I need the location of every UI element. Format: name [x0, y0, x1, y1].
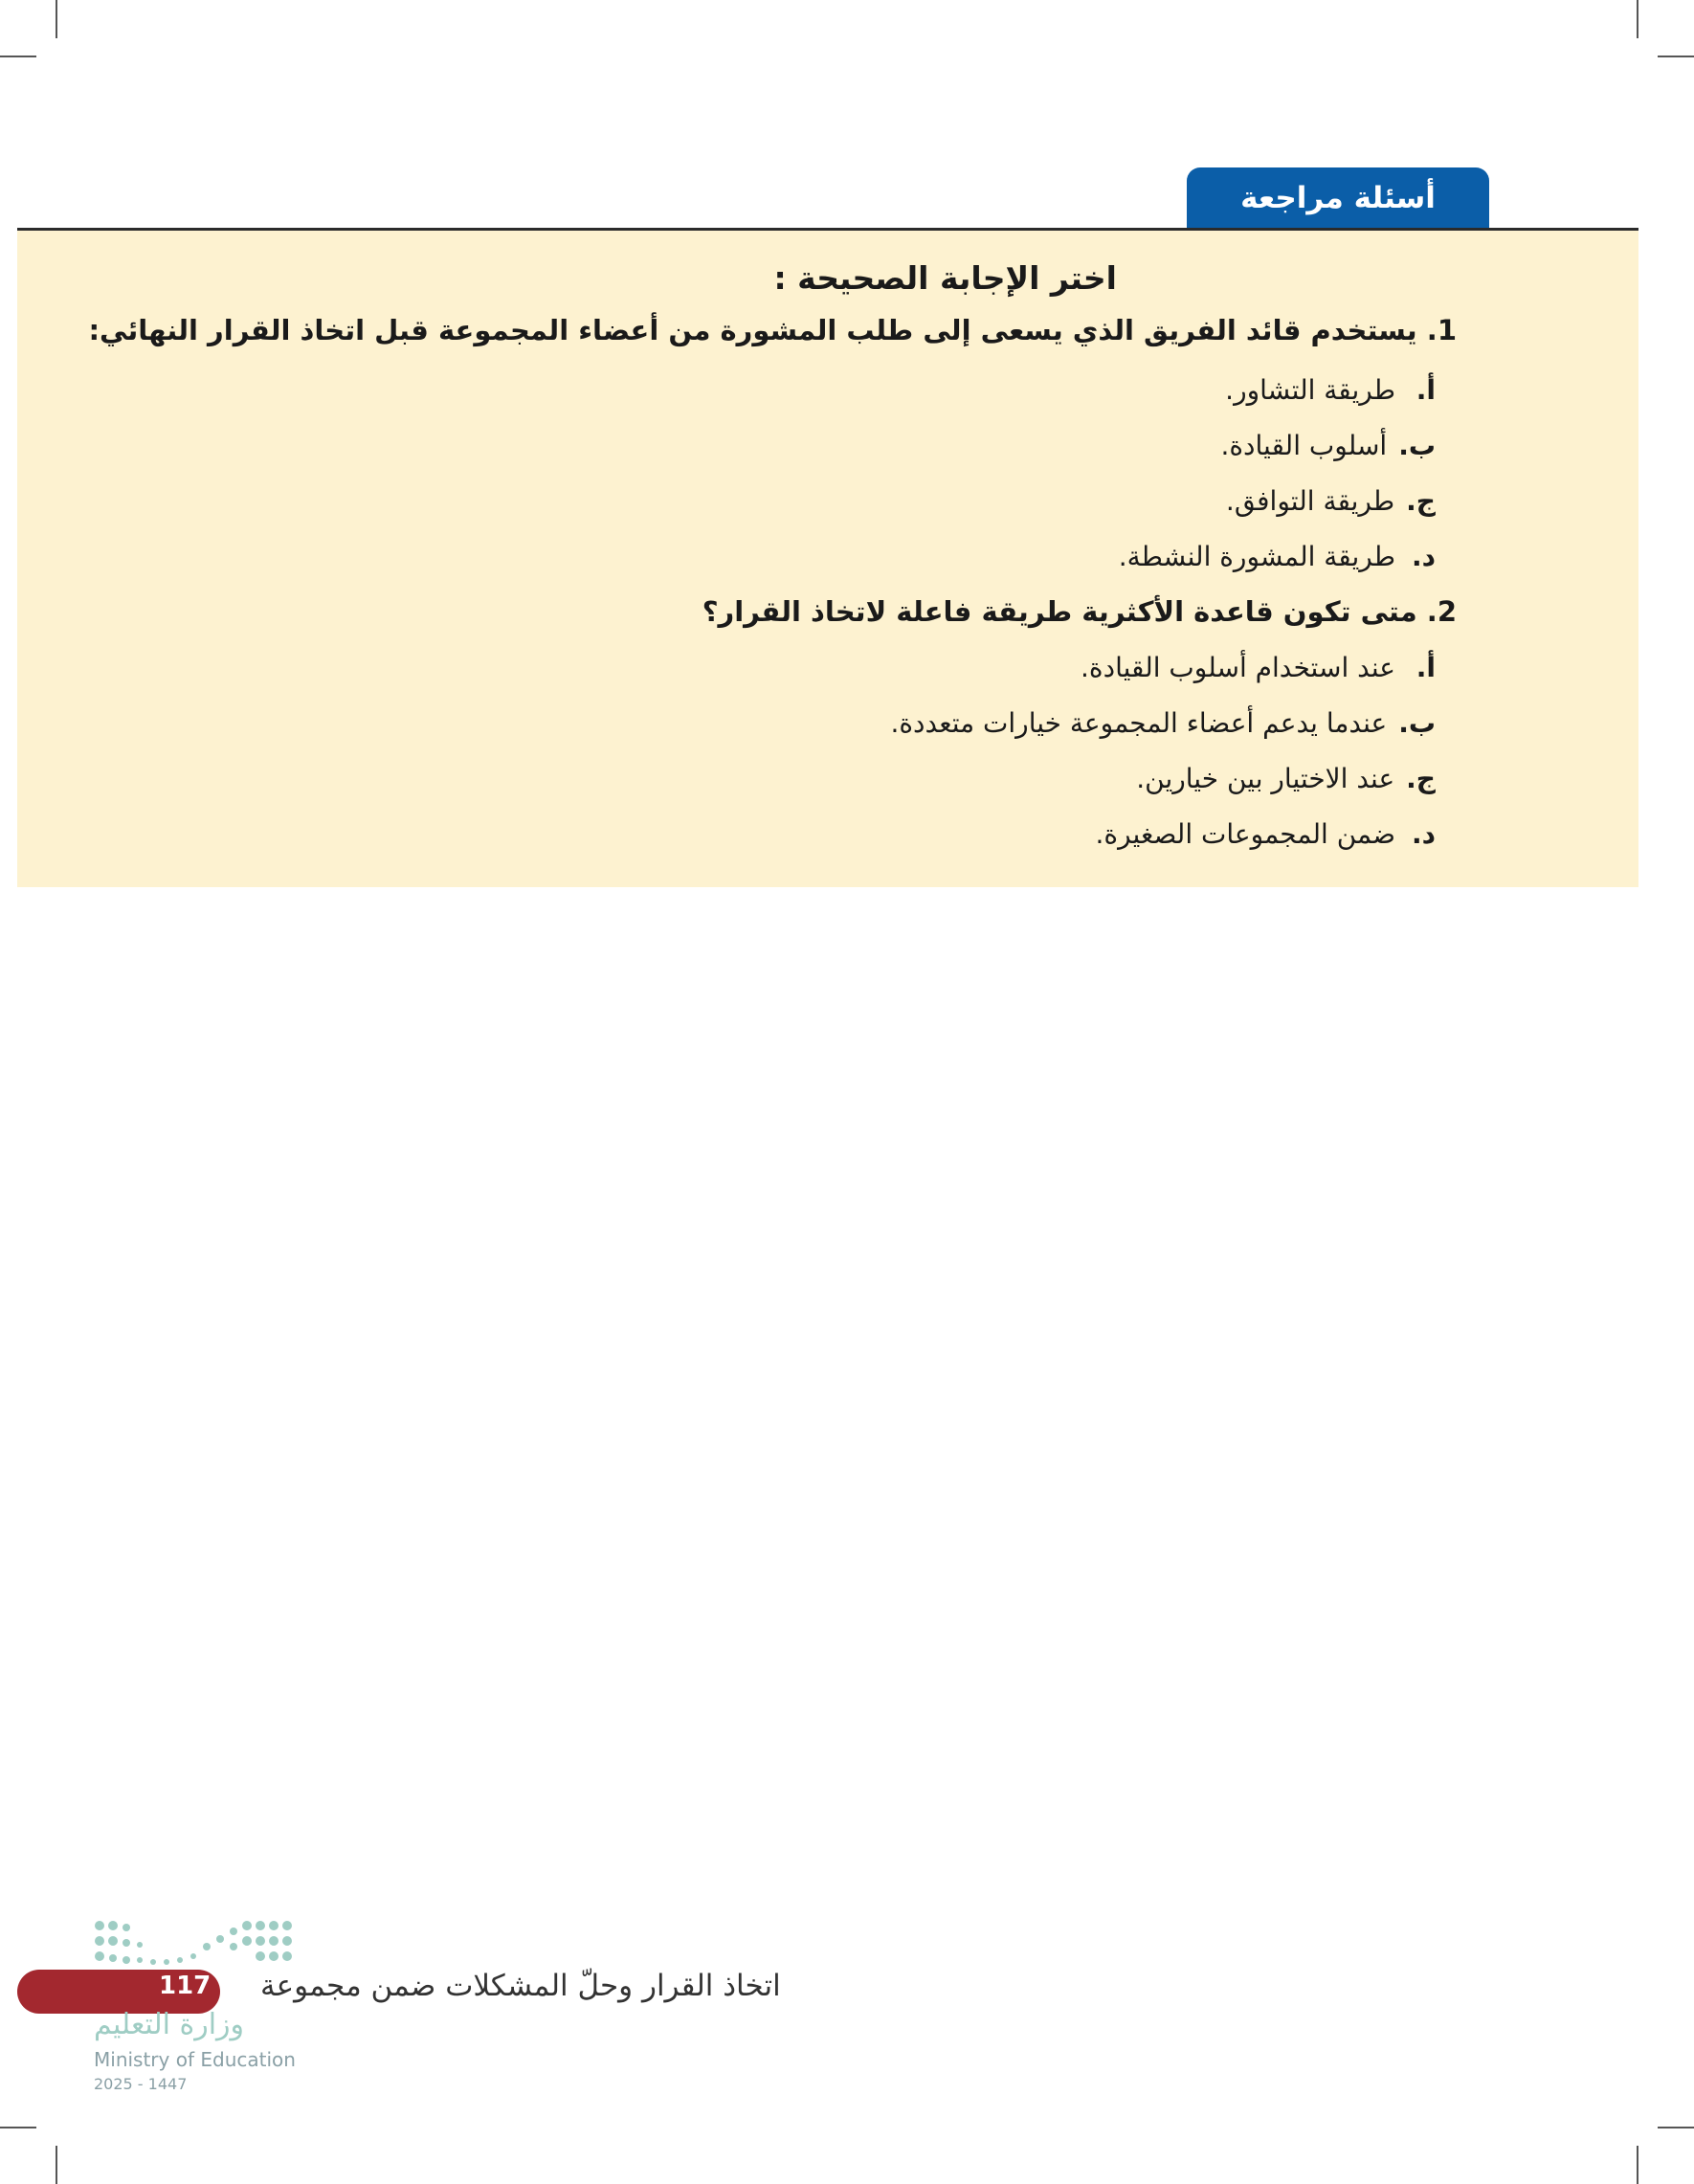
- chapter-title: اتخاذ القرار وحلّ المشكلات ضمن مجموعة: [260, 1969, 781, 2003]
- instruction-heading: اختر الإجابة الصحيحة :: [773, 259, 1117, 297]
- review-questions-panel: [17, 231, 1638, 887]
- option-text: عند الاختيار بين خيارين.: [1136, 763, 1395, 794]
- crop-mark: [56, 0, 57, 38]
- crop-mark: [1637, 0, 1638, 38]
- option-text: أسلوب القيادة.: [1220, 430, 1388, 461]
- section-tab: أسئلة مراجعة: [1187, 167, 1489, 229]
- question-1: 1. يستخدم قائد الفريق الذي يسعى إلى طلب المشورة من أعضاء المجموعة قبل اتخاذ القرار النهائي:: [88, 314, 1457, 346]
- question-2-option-b[interactable]: [890, 707, 1436, 739]
- ministry-logo-year: 2025 - 1447: [94, 2075, 188, 2093]
- question-2-option-a[interactable]: [1081, 652, 1436, 683]
- option-letter: د.: [1411, 818, 1436, 850]
- crop-mark: [1637, 2146, 1638, 2184]
- option-letter: ج.: [1406, 485, 1436, 517]
- question-1-option-a[interactable]: [1225, 374, 1436, 406]
- question-2-option-c[interactable]: [1136, 763, 1436, 794]
- option-letter: ب.: [1398, 430, 1436, 461]
- option-letter: ج.: [1406, 763, 1436, 794]
- crop-mark: [56, 2146, 57, 2184]
- option-letter: أ.: [1415, 652, 1436, 683]
- crop-mark: [1658, 2127, 1694, 2128]
- question-1-option-b[interactable]: [1220, 430, 1436, 461]
- option-letter: ب.: [1398, 707, 1436, 739]
- question-2: 2. متى تكون قاعدة الأكثرية طريقة فاعلة لاتخاذ القرار؟: [702, 595, 1457, 628]
- option-text: عندما يدعم أعضاء المجموعة خيارات متعددة.: [890, 707, 1388, 739]
- page-number: 117: [159, 1972, 212, 2000]
- crop-mark: [1658, 56, 1694, 57]
- option-text: عند استخدام أسلوب القيادة.: [1081, 652, 1395, 683]
- option-text: ضمن المجموعات الصغيرة.: [1095, 818, 1395, 850]
- option-text: طريقة المشورة النشطة.: [1118, 541, 1395, 572]
- option-text: طريقة التوافق.: [1225, 485, 1395, 517]
- question-2-option-d[interactable]: [1096, 818, 1436, 850]
- option-letter: د.: [1411, 541, 1436, 572]
- crop-mark: [0, 2127, 36, 2128]
- option-text: طريقة التشاور.: [1225, 374, 1395, 406]
- ministry-logo-english: Ministry of Education: [94, 2048, 296, 2071]
- option-letter: أ.: [1415, 374, 1436, 406]
- question-1-option-d[interactable]: [1119, 541, 1436, 572]
- crop-mark: [0, 56, 36, 57]
- ministry-logo-arabic: وزارة التعليم: [94, 2008, 245, 2041]
- question-1-option-c[interactable]: [1226, 485, 1436, 517]
